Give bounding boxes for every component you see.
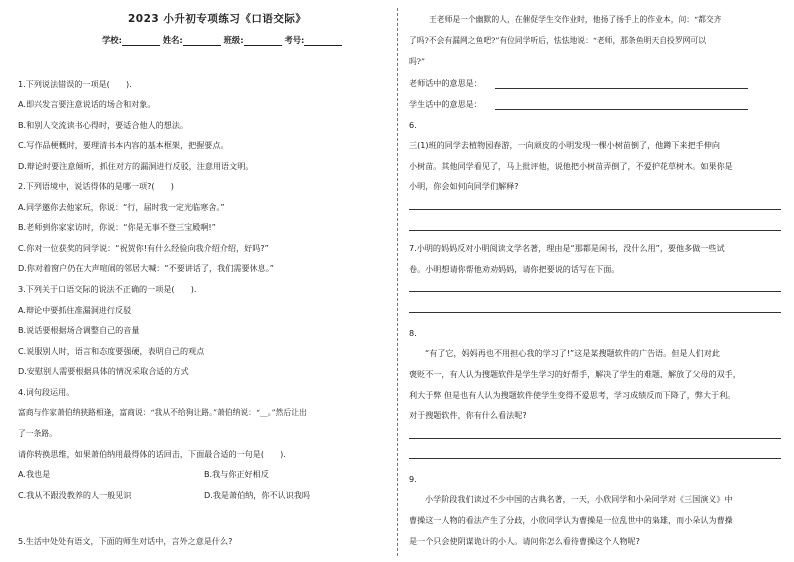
name-blank[interactable] [183, 36, 221, 46]
q8-answer-line-1[interactable] [409, 438, 781, 439]
page-title: 2023 小升初专项练习《口语交际》 [128, 13, 307, 25]
exam-no-label: 考号: [284, 35, 305, 45]
question-7-line-2: 卷。小明想请你帮他劝劝妈妈，请你把要说的话写在下面。 [409, 264, 620, 274]
q6-text-line-1: 三(1)班的同学去植物园春游，一向顽皮的小明发现一棵小树苗倒了，他蹲下来把手伸向 [409, 140, 720, 150]
q2-option-a: A.同学邀你去他家玩，你说：“行，届时我一定光临寒舍。” [18, 202, 225, 212]
question-2: 2.下列语境中，说话得体的是哪一项?( ) [18, 181, 174, 191]
school-blank[interactable] [122, 36, 160, 46]
teacher-meaning-label: 老师话中的意思是： [409, 78, 482, 88]
q4-option-c: C.我从不跟没教养的人一般见识 [18, 490, 132, 500]
question-1: 1.下列说法错误的一项是( ). [18, 79, 132, 89]
q6-text-line-3: 小明，你会如何向同学们解释? [409, 181, 519, 191]
question-9-number: 9. [409, 474, 417, 484]
q6-answer-line-1[interactable] [409, 209, 781, 210]
q4-option-d: D.我是萧伯纳，你不认识我吗 [204, 490, 310, 500]
question-3: 3.下列关于口语交际的说法不正确的一项是( ). [18, 284, 197, 294]
q1-option-a: A.即兴发言要注意说话的场合和对象。 [18, 99, 156, 109]
q7-answer-line-1[interactable] [409, 291, 781, 292]
q2-option-d: D.你对着窗户仍在大声喧闹的邻居大喊：“不要讲话了，我们需要休息。” [18, 263, 274, 273]
q3-option-a: A.辩论中要抓住准漏洞进行反驳 [18, 305, 132, 315]
question-8-number: 8. [409, 328, 417, 338]
q5-dialogue-line-3: 吗?” [409, 57, 425, 66]
question-7-line-1: 7.小明的妈妈反对小明阅读文学名著，理由是“那都是闲书，没什么用”，要他多做一些试 [409, 243, 725, 253]
q8-answer-line-2[interactable] [409, 458, 781, 459]
q8-text-line-1: “有了它，妈妈再也不用担心我的学习了!”这是某搜题软件的广告语。但是人们对此 [425, 348, 720, 358]
school-label: 学校: [102, 35, 122, 45]
student-answer-line[interactable] [495, 109, 748, 110]
q9-text-line-2: 曹操这一人物的看法产生了分歧，小欣同学认为曹操是一位乱世中的枭雄，而小朵认为曹操 [409, 515, 733, 525]
q4-option-a: A.我也是 [18, 469, 51, 479]
question-6-number: 6. [409, 120, 417, 130]
q8-text-line-4: 对于搜题软件，你有什么看法呢? [409, 410, 527, 420]
q3-option-d: D.安慰别人需要根据具体的情况采取合适的方式 [18, 366, 189, 376]
question-5: 5.生活中处处有语文，下面的师生对话中，言外之意是什么? [18, 536, 233, 546]
teacher-answer-line[interactable] [495, 88, 748, 89]
q5-dialogue-line-2: 了吗?不会有漏网之鱼吧?”有位同学听后，怯怯地说：“老师，那条鱼明天自投罗网可以 [409, 36, 707, 45]
q4-option-b: B.我与你正好相反 [204, 469, 269, 479]
name-label: 姓名: [162, 35, 183, 45]
q8-text-line-3: 利大于弊 但是也有人认为搜题软件使学生变得不爱思考，学习成绩反而下降了，弊大于利。 [409, 390, 736, 400]
q9-text-line-3: 是一个只会使阴谋诡计的小人。请问你怎么看待曹操这个人物呢? [409, 536, 640, 546]
student-info-row [102, 35, 342, 46]
q1-option-c: C.写作品梗概时，要理清书本内容的基本框架，把握要点。 [18, 140, 229, 150]
q9-text-line-1: 小学阶段我们读过不少中国的古典名著，一天，小欣同学和小朵同学对《三国演义》中 [425, 494, 733, 504]
q1-option-d: D.辩论时要注意倾听，抓住对方的漏洞进行反驳，注意用语文明。 [18, 161, 254, 171]
q6-text-line-2: 小树苗。其他同学看见了，马上批评他，说他把小树苗弄倒了，不爱护花草树木。如果你是 [409, 161, 733, 171]
q5-dialogue-line-1: 王老师是一个幽默的人，在催促学生交作业时，他扬了扬手上的作业本，问：“都交齐 [429, 15, 722, 24]
question-4: 4.词句段运用。 [18, 387, 75, 397]
q4-story-line-1: 富商与作家萧伯纳狭路相逢，富商说：“我从不给狗让路。”萧伯纳说：“__。”然后让出 [18, 408, 307, 417]
q6-answer-line-2[interactable] [409, 230, 781, 231]
exam-no-blank[interactable] [304, 36, 342, 46]
q1-option-b: B.和别人交流读书心得时，要适合他人的想法。 [18, 120, 189, 130]
q7-answer-line-2[interactable] [409, 312, 781, 313]
q4-prompt: 请你转换思维，如果萧伯纳用最得体的话回击，下面最合适的一句是( ). [18, 449, 286, 459]
q3-option-c: C.说服别人时，语言和态度要强硬，表明自己的观点 [18, 346, 205, 356]
q4-story-line-2: 了一条路。 [18, 429, 57, 438]
q2-option-c: C.你对一位获奖的同学说：“祝贺你!有什么经验向我介绍介绍，好吗?” [18, 243, 269, 253]
student-meaning-label: 学生话中的意思是： [409, 99, 482, 109]
q3-option-b: B.说话要根据场合调整自己的音量 [18, 325, 140, 335]
class-label: 班级: [223, 35, 244, 45]
q2-option-b: B.老师到你家家访时，你说：“你是无事不登三宝殿啊!” [18, 222, 216, 232]
column-divider [397, 8, 398, 556]
class-blank[interactable] [244, 36, 282, 46]
q8-text-line-2: 褒贬不一，有人认为搜题软件是学生学习的好帮手，解决了学生的难题，解放了父母的双手， [409, 369, 741, 379]
